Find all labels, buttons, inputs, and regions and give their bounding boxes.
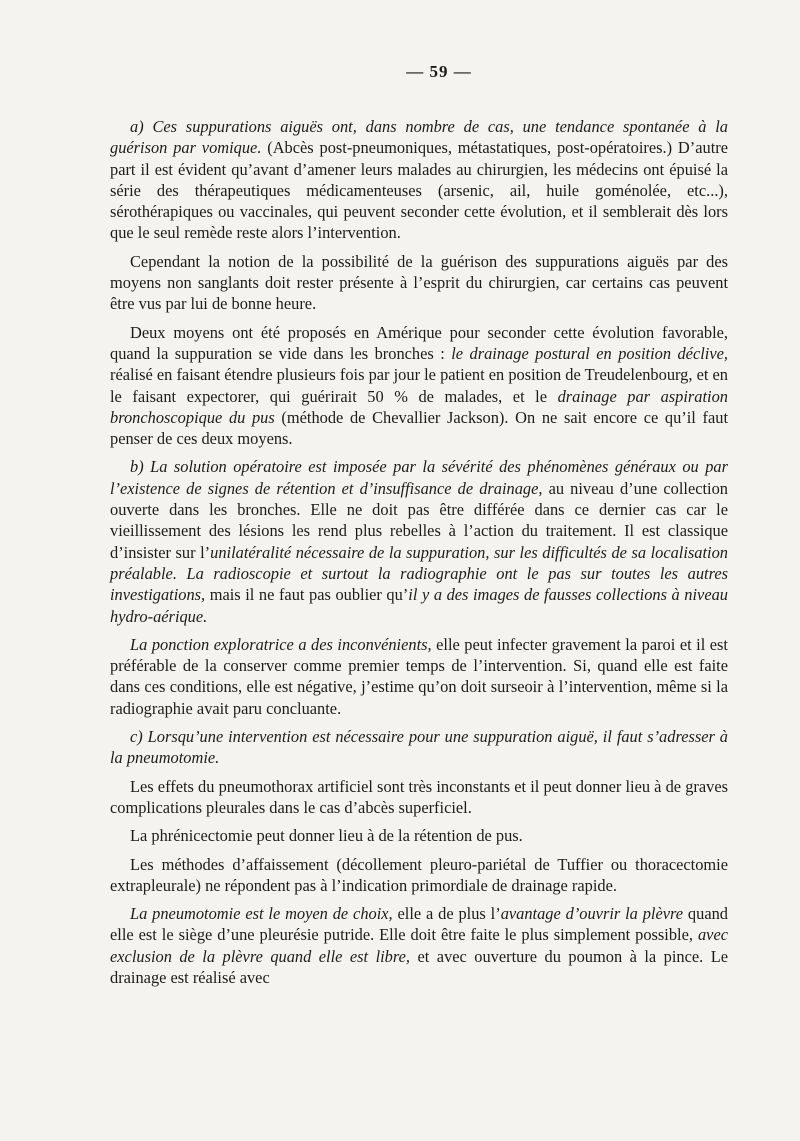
- page-number: — 59 —: [406, 62, 472, 81]
- text-run: au niveau d’une collection ouverte dans les bronches. Elle ne doit pas être différée dans ce dernier cas car le vieillissement des lésions les rend plus rebelles à l’action du traitement. Il est classique d’insister sur l’: [110, 478, 729, 562]
- paragraph: [110, 634, 728, 719]
- italic-text: a) Ces suppurations aiguës ont, dans nombre de cas, une tendance spontanée à la guérison par vomique.: [110, 117, 728, 158]
- text-run: Les méthodes d’affaissement (décollement pleuro-pariétal de Tuffier ou thoracectomie extrapleurale) ne répondent pas à l’indication primordiale de drainage rapide.: [110, 854, 728, 895]
- text-run: elle peut infecter gravement la paroi et il est préférable de la conserver comme premier temps de l’intervention. Si, quand elle est faite dans ces conditions, elle est négative, j’estime qu’on doit surseoir à l’intervention, même si la radiographie avait paru concluante.: [110, 634, 728, 718]
- italic-text: avantage d’ouvrir la plèvre: [500, 904, 684, 924]
- paragraph: [110, 776, 728, 819]
- text-run: réalisé en faisant étendre plusieurs fois par jour le patient en position de Treudelenbourg, et en le faisant expectorer, qui guérirait 50 % de malades, et le: [110, 365, 728, 406]
- italic-text: avec exclusion de la plèvre quand elle est libre,: [110, 925, 728, 966]
- body-text: [110, 116, 728, 988]
- text-run: mais il ne faut pas oublier qu’: [205, 585, 409, 605]
- italic-text: unilatéralité nécessaire de la suppuration, sur les difficultés de sa localisation préalable. La radioscopie et surtout la radiographie ont le pas sur toutes les autres investigations,: [110, 542, 728, 605]
- text-run: quand elle est le siège d’une pleurésie putride. Elle doit être faite le plus simplement possible,: [110, 904, 728, 945]
- text-run: Cependant la notion de la possibilité de la guérison des suppurations aiguës par des moyens non sanglants doit rester présente à l’esprit du chirurgien, car certains cas peuvent être vus par lui de bonne heure.: [110, 251, 728, 314]
- italic-text: La ponction exploratrice a des inconvénients,: [130, 634, 432, 654]
- text-run: (méthode de Chevallier Jackson). On ne sait encore ce qu’il faut penser de ces deux moyens.: [110, 407, 728, 449]
- text-run: elle a de plus l’: [392, 904, 501, 924]
- paragraph: [110, 903, 728, 988]
- paragraph: [110, 116, 728, 244]
- italic-text: b) La solution opératoire est imposée par la sévérité des phénomènes généraux ou par l’existence de signes de rétention et d’insuffisance de drainage,: [110, 457, 728, 498]
- text-run: Deux moyens ont été proposés en Amérique pour seconder cette évolution favorable, quand la suppuration se vide dans les bronches :: [110, 322, 728, 363]
- paragraph: [110, 854, 728, 897]
- text-run: (Abcès post-pneumoniques, métastatiques, post-opératoires.) D’autre part il est évident qu’avant d’amener leurs malades au chirurgien, les médecins ont épuisé la série des thérapeutiques médicamenteuses (arsenic, ail, huile goménolée, etc...), sérothérapiques ou vaccinales, qui peuvent seconder cette évolution, et il semblerait dès lors que le seul remède reste alors l’intervention.: [110, 138, 728, 243]
- text-run: Les effets du pneumothorax artificiel sont très inconstants et il peut donner lieu à de graves complications pleurales dans le cas d’abcès superficiel.: [110, 776, 728, 817]
- paragraph: [110, 251, 728, 315]
- paragraph: [110, 825, 728, 846]
- italic-text: drainage par aspiration bronchoscopique du pus: [110, 386, 729, 427]
- italic-text: La pneumotomie est le moyen de choix,: [130, 904, 393, 924]
- text-run: La phrénicectomie peut donner lieu à de la rétention de pus.: [130, 826, 523, 846]
- paragraph: [110, 726, 728, 769]
- text-run: et avec ouverture du poumon à la pince. Le drainage est réalisé avec: [110, 946, 728, 987]
- italic-text: il y a des images de fausses collections à niveau hydro-aérique.: [110, 585, 728, 626]
- italic-text: c) Lorsqu’une intervention est nécessaire pour une suppuration aiguë, il faut s’adresser à la pneumotomie.: [110, 727, 728, 768]
- paragraph: [110, 322, 728, 450]
- paragraph: [110, 456, 728, 626]
- italic-text: le drainage postural en position déclive,: [451, 343, 728, 363]
